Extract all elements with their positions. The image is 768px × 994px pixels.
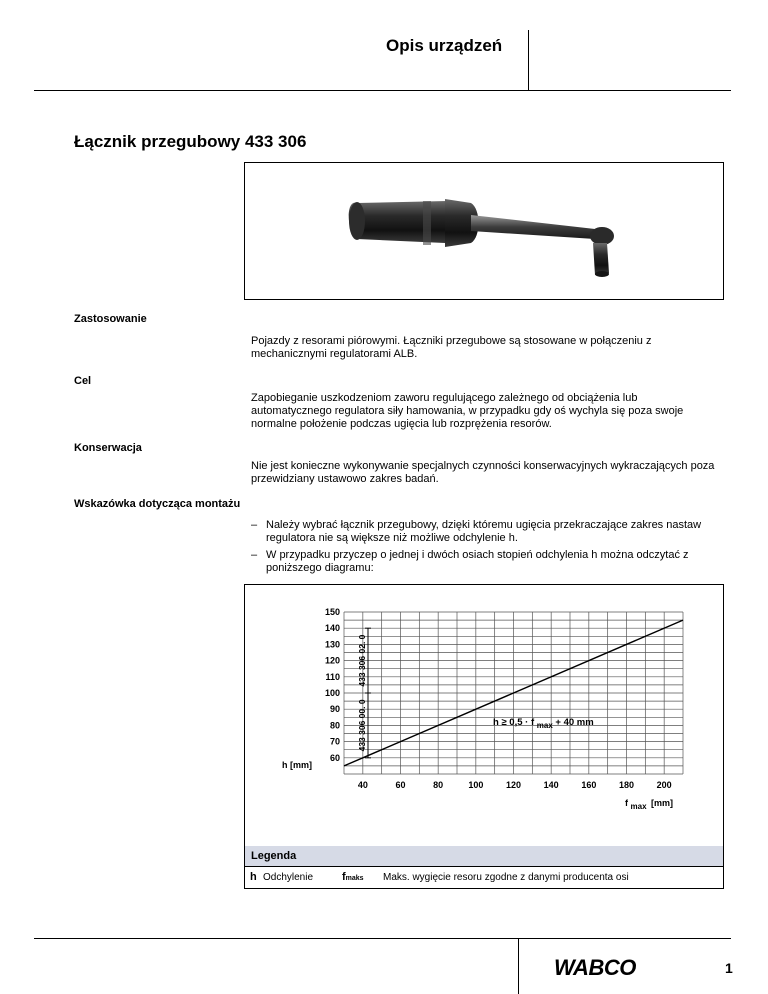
range-label: 433 306 00. 0 — [357, 699, 367, 752]
legend-key-sub: maks — [345, 875, 364, 882]
section-heading-purpose: Cel — [74, 375, 92, 387]
legend-desc-h: Odchylenie — [263, 872, 314, 883]
x-tick-label: 160 — [581, 780, 597, 790]
wabco-logo — [554, 955, 646, 984]
range-label: 433 306 02. 0 — [357, 634, 367, 687]
y-tick-label: 60 — [329, 752, 340, 763]
x-label-main: f — [625, 798, 628, 808]
link-rod — [471, 215, 595, 239]
x-tick-label: 180 — [618, 780, 635, 790]
section-heading-installation: Wskazówka dotycząca montażu — [74, 498, 241, 510]
footer-divider — [518, 938, 519, 994]
header-title: Opis urządzeń — [386, 36, 503, 55]
x-tick-label: 140 — [543, 780, 559, 790]
link-body — [349, 199, 479, 247]
chart-x-ticks — [358, 780, 672, 790]
x-tick-label: 60 — [395, 780, 406, 790]
bullet-dash: – — [251, 519, 258, 531]
section-text-maintenance: Nie jest konieczne wykonywanie specjalnych czynności konserwacyjnych wykraczających poza przewidziany ustawowo zakres badań. — [251, 460, 715, 485]
wabco-logo-mark — [554, 955, 646, 979]
equation-suffix: + 40 mm — [555, 717, 594, 728]
articulated-link-photo — [245, 163, 723, 299]
y-tick-label: 150 — [324, 607, 340, 617]
section-heading-maintenance: Konserwacja — [74, 442, 142, 454]
section-heading-application: Zastosowanie — [74, 313, 147, 325]
y-tick-label: 130 — [324, 639, 340, 650]
wabco-brand-text: WABCO — [554, 955, 636, 979]
section-text-application: Pojazdy z resorami piórowymi. Łączniki przegubowe są stosowane w połączeniu z mechanicznymi regulatorami ALB. — [251, 335, 652, 360]
installation-bullet — [251, 549, 721, 575]
equation-prefix: h ≥ 0,5 · f — [493, 717, 535, 728]
y-tick-label: 110 — [325, 671, 340, 682]
chart-x-axis-label — [625, 798, 673, 811]
x-tick-label: 200 — [656, 780, 672, 790]
link-ball-joint — [590, 227, 614, 277]
y-tick-label: 80 — [329, 720, 340, 731]
x-tick-label: 120 — [505, 780, 522, 790]
chart-equation-label — [493, 717, 594, 731]
y-tick-label: 120 — [324, 655, 340, 666]
y-tick-label: 140 — [324, 623, 340, 634]
y-tick-label: 70 — [329, 736, 340, 747]
deflection-chart-frame — [244, 584, 724, 847]
y-tick-label: 90 — [329, 704, 340, 715]
installation-bullet-text: Należy wybrać łącznik przegubowy, dzięki któremu ugięcia przekraczające zakres nastaw regulatora nie są większe niż możliwe odchylenie h. — [266, 519, 702, 544]
installation-bullet-text: W przypadku przyczep o jednej i dwóch osiach stopień odchylenia h można odczytać z poniższego diagramu: — [266, 549, 689, 574]
legend-desc-fmax: Maks. wygięcie resoru zgodne z danymi producenta osi — [383, 872, 629, 883]
header-divider — [528, 30, 529, 90]
legend-title: Legenda — [251, 850, 297, 862]
legend-key-fmax — [342, 871, 364, 883]
chart-y-axis-label: h [mm] — [282, 760, 312, 770]
header-rule — [34, 90, 731, 91]
deflection-chart — [245, 585, 723, 846]
y-tick-label: 100 — [324, 688, 340, 698]
x-label-sub: max — [630, 802, 647, 811]
installation-bullet — [251, 519, 721, 545]
legend-key-h: h — [250, 871, 257, 883]
product-photo-frame — [244, 162, 724, 300]
legend-key-f: f — [342, 871, 346, 883]
x-tick-label: 40 — [357, 780, 368, 790]
chart-y-ticks — [325, 607, 340, 763]
equation-sub: max — [536, 721, 553, 730]
x-label-unit: [mm] — [651, 798, 674, 808]
x-tick-label: 100 — [468, 780, 484, 790]
footer-rule — [34, 938, 731, 939]
x-tick-label: 80 — [433, 780, 444, 790]
legend-table — [244, 846, 724, 889]
bullet-dash: – — [251, 549, 258, 561]
page-number: 1 — [725, 960, 733, 976]
document-title: Łącznik przegubowy 433 306 — [74, 132, 307, 151]
section-text-purpose: Zapobieganie uszkodzeniom zaworu regulującego zależnego od obciążenia lub automatycznego regulatora siły hamowania, w przypadku gdy oś wychyla się poza swoje normalne położenie podczas ugięcia lub rozprężenia resorów. — [251, 392, 684, 430]
legend-header — [245, 846, 723, 867]
